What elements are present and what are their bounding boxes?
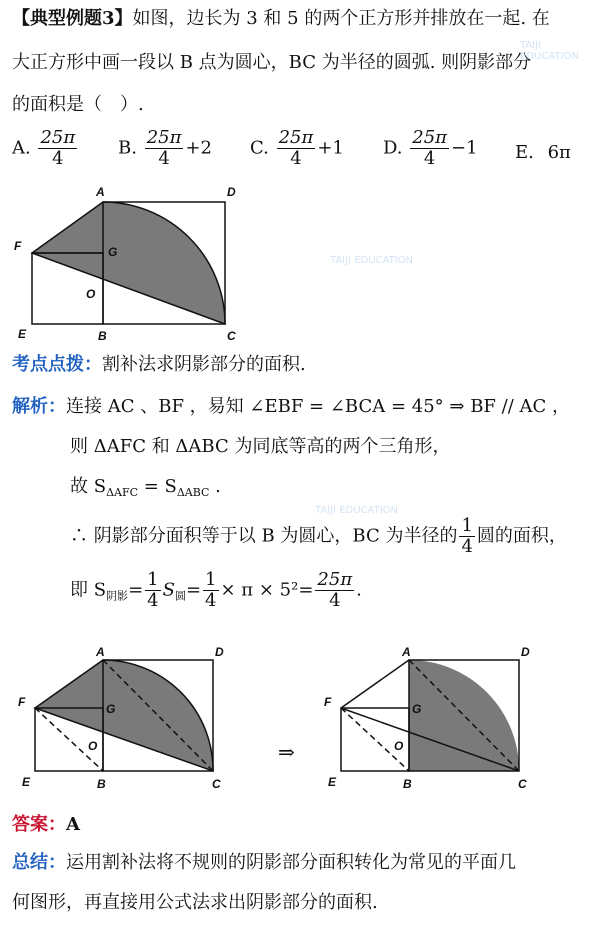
kaodian-text: 割补法求阴影部分的面积. [102,354,306,375]
label-a: A [402,645,411,659]
option-a[interactable] [12,128,79,169]
label-b: B [403,777,412,791]
jiexi-line-1 [12,394,570,420]
summary-text-1: 运用割补法将不规则的阴影部分面积转化为常见的平面几 [66,852,516,873]
summary-line-2: 何图形，再直接用公式法求出阴影部分的面积. [12,892,378,913]
answer-value: A [66,814,80,835]
fraction-quarter: $\frac{1}{4}$ [461,515,473,557]
problem-text-1: 如图，边长为 3 和 5 的两个正方形并排放在一起. 在 [132,8,550,29]
label-o: O [394,739,404,753]
option-e[interactable] [515,142,571,163]
jiexi-line-4: ∴ 阴影部分面积等于以 B 为圆心，BC 为半径的 $\frac{1}{4}$ 圆的面积， [70,515,567,557]
option-value: 6π [547,142,571,163]
option-fraction: $\frac{25\pi}{4}$ [412,127,447,169]
kaodian-line [12,352,306,378]
label-f: F [324,695,332,709]
label-g: G [108,245,118,259]
label-g: G [106,702,116,716]
answer-label: 答案： [12,814,66,835]
option-fraction: $\frac{25\pi}{4}$ [278,127,314,169]
watermark: TAIJI EDUCATION [330,255,413,266]
transform-arrow: ⇒ [278,740,295,764]
option-d[interactable] [383,128,478,169]
label-d: D [521,645,530,659]
jiexi-line-2: 则 ΔAFC 和 ΔABC 为同底等高的两个三角形， [70,436,451,457]
label-d: D [227,185,236,199]
kaodian-label: 考点点拨： [12,354,102,375]
problem-line-2: 大正方形中画一段以 B 点为圆心，BC 为半径的圆弧. 则阴影部分 [12,52,532,73]
option-c[interactable] [250,128,344,169]
label-d: D [215,645,224,659]
option-letter: E. [515,142,534,163]
label-a: A [96,645,105,659]
label-b: B [97,777,106,791]
option-fraction: $\frac{25\pi}{4}$ [40,127,76,169]
option-letter: B. [118,137,137,159]
geometry-figure-2 [0,640,240,800]
option-fraction: $\frac{25\pi}{4}$ [146,127,182,169]
shaded-region [35,660,213,771]
option-letter: A. [12,137,31,159]
jiexi-text-1: 连接 AC 、BF ，易知 ∠EBF = ∠BCA = 45° ⇒ BF // AC ， [66,396,570,417]
geometry-figure-3 [320,640,560,800]
shaded-region [32,202,225,324]
watermark: TAIJI EDUCATION [520,40,579,62]
label-b: B [98,329,107,343]
problem-line-1 [12,6,550,32]
option-letter: D. [383,137,403,159]
answer-line [12,812,80,838]
geometry-figure-1 [0,180,260,350]
option-tail: +2 [185,137,212,159]
label-a: A [96,185,105,199]
jiexi-line-3: 故 $S_{\Delta AFC} = S_{\Delta ABC}$ . [70,476,221,499]
jiexi-line-5: 即 $S_{阴影}=$ $\frac{1}{4}$ $S_圆=$ $\frac{1}{4}$ × π × 5²= $\frac{25\pi}{4}$ . [70,569,362,611]
label-g: G [412,702,422,716]
option-tail: +1 [317,137,344,159]
problem-tag: 【典型例题3】 [12,8,133,29]
label-e: E [22,775,31,789]
option-b[interactable] [118,128,212,169]
label-e: E [328,775,337,789]
option-letter: C. [250,137,269,159]
label-f: F [18,695,26,709]
watermark: TAIJI EDUCATION [315,505,398,516]
summary-line-1 [12,850,516,876]
label-c: C [212,777,221,791]
label-e: E [18,327,27,341]
label-c: C [227,329,236,343]
label-f: F [14,239,22,253]
label-c: C [518,777,527,791]
label-o: O [86,287,96,301]
problem-line-3: 的面积是（ ）. [12,94,144,115]
label-o: O [88,739,98,753]
option-tail: −1 [450,137,478,159]
jiexi-label: 解析： [12,396,66,417]
summary-label: 总结： [12,852,66,873]
